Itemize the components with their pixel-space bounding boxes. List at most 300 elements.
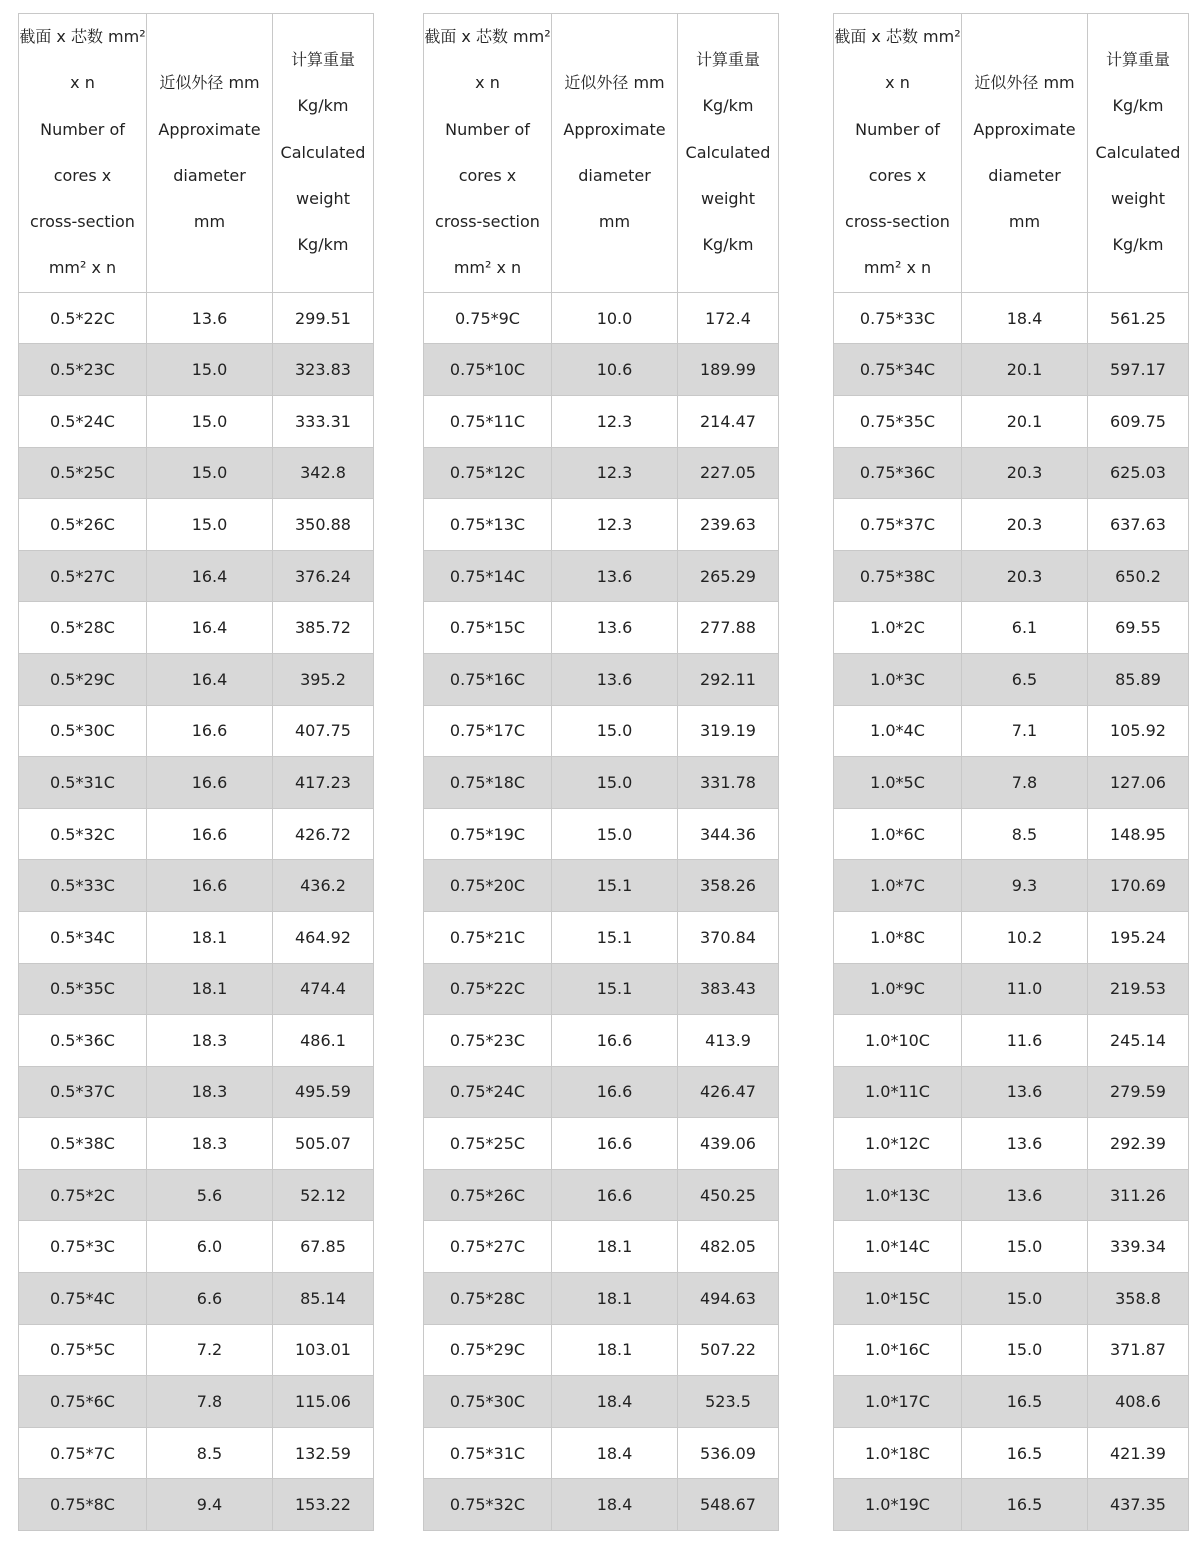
header-line: Approximate	[563, 119, 666, 139]
cell-cross-section: 0.75*33C	[834, 292, 962, 344]
cell-cross-section: 0.75*22C	[424, 963, 552, 1015]
cell-weight: 342.8	[273, 447, 374, 499]
cell-weight: 494.63	[678, 1273, 779, 1325]
table-row	[834, 911, 1189, 963]
table-row	[424, 1479, 779, 1531]
cell-diameter: 18.3	[147, 1066, 273, 1118]
cell-weight: 358.26	[678, 860, 779, 912]
cell-weight: 299.51	[273, 292, 374, 344]
cell-weight: 385.72	[273, 602, 374, 654]
cell-diameter: 13.6	[552, 602, 678, 654]
header-line: Number of	[855, 119, 940, 139]
cell-diameter: 6.0	[147, 1221, 273, 1273]
header-col2	[147, 14, 273, 293]
header-line: x n	[70, 73, 95, 93]
cell-weight: 426.72	[273, 808, 374, 860]
cell-weight: 407.75	[273, 705, 374, 757]
table-row	[424, 1221, 779, 1273]
table-row	[19, 1118, 374, 1170]
table-row	[19, 1015, 374, 1067]
cell-weight: 69.55	[1088, 602, 1189, 654]
cell-diameter: 16.4	[147, 550, 273, 602]
cell-cross-section: 0.75*14C	[424, 550, 552, 602]
cell-weight: 395.2	[273, 653, 374, 705]
header-line: Kg/km	[297, 96, 349, 116]
cell-diameter: 18.4	[552, 1376, 678, 1428]
header-line: diameter	[988, 165, 1061, 185]
table-row	[19, 808, 374, 860]
header-line: Calculated	[280, 142, 366, 162]
cell-diameter: 16.6	[552, 1066, 678, 1118]
cell-cross-section: 0.75*15C	[424, 602, 552, 654]
cell-cross-section: 0.75*6C	[19, 1376, 147, 1428]
table-row	[424, 395, 779, 447]
cell-cross-section: 0.75*27C	[424, 1221, 552, 1273]
cell-cross-section: 0.75*8C	[19, 1479, 147, 1531]
table-row	[834, 1015, 1189, 1067]
header-line: mm	[598, 212, 631, 232]
header-line: cross-section	[30, 212, 135, 232]
cell-cross-section: 1.0*17C	[834, 1376, 962, 1428]
cell-cross-section: 1.0*16C	[834, 1324, 962, 1376]
cell-diameter: 6.5	[962, 653, 1088, 705]
header-line: Number of	[445, 119, 530, 139]
cell-weight: 625.03	[1088, 447, 1189, 499]
table-row	[19, 705, 374, 757]
cell-cross-section: 0.75*23C	[424, 1015, 552, 1067]
table-row	[834, 963, 1189, 1015]
cell-weight: 536.09	[678, 1427, 779, 1479]
cell-diameter: 18.3	[147, 1118, 273, 1170]
header-line: weight	[296, 189, 350, 209]
header-line: Kg/km	[297, 235, 349, 255]
header-row	[424, 14, 779, 293]
cell-weight: 105.92	[1088, 705, 1189, 757]
table-row	[834, 860, 1189, 912]
header-line: Calculated	[1095, 142, 1181, 162]
cell-cross-section: 0.75*28C	[424, 1273, 552, 1325]
cell-cross-section: 0.5*29C	[19, 653, 147, 705]
header-col3	[678, 14, 779, 293]
cell-cross-section: 1.0*19C	[834, 1479, 962, 1531]
cell-diameter: 8.5	[962, 808, 1088, 860]
table-row	[834, 757, 1189, 809]
cell-cross-section: 1.0*13C	[834, 1169, 962, 1221]
cell-cross-section: 0.5*35C	[19, 963, 147, 1015]
header-line: mm² x n	[863, 258, 932, 278]
cell-weight: 482.05	[678, 1221, 779, 1273]
cell-diameter: 13.6	[552, 550, 678, 602]
cell-diameter: 16.6	[552, 1015, 678, 1067]
cell-diameter: 15.0	[552, 705, 678, 757]
cell-cross-section: 0.5*27C	[19, 550, 147, 602]
table-row	[834, 1169, 1189, 1221]
cell-cross-section: 0.75*19C	[424, 808, 552, 860]
cell-weight: 189.99	[678, 344, 779, 396]
cell-diameter: 13.6	[147, 292, 273, 344]
cell-weight: 413.9	[678, 1015, 779, 1067]
table-row	[834, 1273, 1189, 1325]
header-line: weight	[1111, 189, 1165, 209]
cell-weight: 637.63	[1088, 499, 1189, 551]
cell-weight: 597.17	[1088, 344, 1189, 396]
cell-diameter: 16.5	[962, 1479, 1088, 1531]
cell-weight: 239.63	[678, 499, 779, 551]
cell-diameter: 12.3	[552, 447, 678, 499]
table-row	[19, 653, 374, 705]
cell-diameter: 18.3	[147, 1015, 273, 1067]
table-row	[424, 1015, 779, 1067]
header-line: Kg/km	[702, 96, 754, 116]
table-body	[834, 292, 1189, 1530]
cell-weight: 333.31	[273, 395, 374, 447]
cell-cross-section: 0.75*10C	[424, 344, 552, 396]
cell-diameter: 5.6	[147, 1169, 273, 1221]
cell-diameter: 15.0	[147, 344, 273, 396]
table-row	[424, 1324, 779, 1376]
cell-diameter: 13.6	[552, 653, 678, 705]
cell-diameter: 10.2	[962, 911, 1088, 963]
cell-cross-section: 0.75*35C	[834, 395, 962, 447]
table-row	[424, 1118, 779, 1170]
cell-weight: 292.11	[678, 653, 779, 705]
cell-weight: 339.34	[1088, 1221, 1189, 1273]
cell-diameter: 8.5	[147, 1427, 273, 1479]
cell-cross-section: 0.75*9C	[424, 292, 552, 344]
cell-cross-section: 1.0*10C	[834, 1015, 962, 1067]
table-body	[424, 292, 779, 1530]
cell-diameter: 10.6	[552, 344, 678, 396]
header-line: 近似外径 mm	[159, 73, 260, 93]
header-col2	[552, 14, 678, 293]
cell-diameter: 15.0	[552, 757, 678, 809]
cell-cross-section: 0.5*24C	[19, 395, 147, 447]
table-row	[424, 292, 779, 344]
table-row	[19, 395, 374, 447]
cell-weight: 127.06	[1088, 757, 1189, 809]
table-row	[19, 602, 374, 654]
cell-weight: 408.6	[1088, 1376, 1189, 1428]
table-row	[19, 344, 374, 396]
cell-weight: 548.67	[678, 1479, 779, 1531]
cell-diameter: 18.4	[962, 292, 1088, 344]
table-row	[19, 292, 374, 344]
cell-diameter: 15.0	[962, 1273, 1088, 1325]
cell-weight: 265.29	[678, 550, 779, 602]
cell-cross-section: 0.75*18C	[424, 757, 552, 809]
cell-diameter: 16.6	[552, 1169, 678, 1221]
cell-cross-section: 1.0*3C	[834, 653, 962, 705]
header-line: Number of	[40, 119, 125, 139]
cell-diameter: 18.1	[552, 1273, 678, 1325]
header-line: 截面 x 芯数 mm²	[834, 27, 961, 46]
cell-weight: 421.39	[1088, 1427, 1189, 1479]
cell-diameter: 16.4	[147, 653, 273, 705]
cell-cross-section: 1.0*18C	[834, 1427, 962, 1479]
cell-diameter: 16.6	[147, 705, 273, 757]
cell-cross-section: 1.0*9C	[834, 963, 962, 1015]
table-row	[424, 757, 779, 809]
header-line: Approximate	[158, 119, 261, 139]
cell-diameter: 18.1	[552, 1221, 678, 1273]
table-row	[19, 1479, 374, 1531]
cell-cross-section: 0.75*37C	[834, 499, 962, 551]
header-line: weight	[701, 189, 755, 209]
cell-cross-section: 0.5*23C	[19, 344, 147, 396]
cell-diameter: 13.6	[962, 1066, 1088, 1118]
table-row	[19, 860, 374, 912]
cell-weight: 609.75	[1088, 395, 1189, 447]
header-line: mm² x n	[453, 258, 522, 278]
cell-weight: 450.25	[678, 1169, 779, 1221]
cell-weight: 505.07	[273, 1118, 374, 1170]
cell-diameter: 15.0	[552, 808, 678, 860]
table-row	[19, 911, 374, 963]
cell-weight: 426.47	[678, 1066, 779, 1118]
table-row	[19, 963, 374, 1015]
table-row	[834, 395, 1189, 447]
table-row	[834, 447, 1189, 499]
cell-weight: 292.39	[1088, 1118, 1189, 1170]
cell-cross-section: 0.75*26C	[424, 1169, 552, 1221]
cell-weight: 323.83	[273, 344, 374, 396]
cell-weight: 153.22	[273, 1479, 374, 1531]
cell-cross-section: 0.75*21C	[424, 911, 552, 963]
table-row	[424, 1169, 779, 1221]
cell-diameter: 18.1	[147, 911, 273, 963]
cell-cross-section: 0.5*32C	[19, 808, 147, 860]
cell-diameter: 16.4	[147, 602, 273, 654]
table-row	[834, 653, 1189, 705]
table-row	[834, 1324, 1189, 1376]
cell-weight: 376.24	[273, 550, 374, 602]
cell-cross-section: 0.75*34C	[834, 344, 962, 396]
cell-weight: 358.8	[1088, 1273, 1189, 1325]
cell-cross-section: 0.5*30C	[19, 705, 147, 757]
header-line: diameter	[173, 165, 246, 185]
cell-cross-section: 1.0*6C	[834, 808, 962, 860]
header-row	[834, 14, 1189, 293]
cell-cross-section: 0.75*30C	[424, 1376, 552, 1428]
cell-cross-section: 0.75*20C	[424, 860, 552, 912]
cell-diameter: 15.1	[552, 860, 678, 912]
cell-diameter: 13.6	[962, 1118, 1088, 1170]
cell-cross-section: 0.75*5C	[19, 1324, 147, 1376]
cell-weight: 650.2	[1088, 550, 1189, 602]
cell-diameter: 7.2	[147, 1324, 273, 1376]
cell-cross-section: 0.75*11C	[424, 395, 552, 447]
spec-table-2	[423, 13, 779, 1531]
cell-weight: 214.47	[678, 395, 779, 447]
cell-weight: 311.26	[1088, 1169, 1189, 1221]
cell-cross-section: 0.75*25C	[424, 1118, 552, 1170]
spec-table-1	[18, 13, 374, 1531]
table-row	[19, 757, 374, 809]
table-row	[424, 808, 779, 860]
cell-cross-section: 0.75*13C	[424, 499, 552, 551]
cell-weight: 245.14	[1088, 1015, 1189, 1067]
cell-cross-section: 1.0*8C	[834, 911, 962, 963]
header-line: cores x	[458, 165, 517, 185]
cell-diameter: 13.6	[962, 1169, 1088, 1221]
cell-diameter: 12.3	[552, 395, 678, 447]
table-row	[834, 550, 1189, 602]
cell-diameter: 20.3	[962, 499, 1088, 551]
cell-weight: 279.59	[1088, 1066, 1189, 1118]
cell-diameter: 18.4	[552, 1427, 678, 1479]
header-line: Kg/km	[1112, 96, 1164, 116]
cell-cross-section: 0.5*33C	[19, 860, 147, 912]
header-line: 计算重量	[695, 50, 760, 70]
cell-diameter: 15.1	[552, 963, 678, 1015]
cell-cross-section: 0.75*12C	[424, 447, 552, 499]
cell-weight: 383.43	[678, 963, 779, 1015]
header-line: 计算重量	[1105, 50, 1170, 70]
cell-cross-section: 0.5*36C	[19, 1015, 147, 1067]
cell-diameter: 16.6	[147, 757, 273, 809]
table-row	[424, 447, 779, 499]
cell-diameter: 18.1	[147, 963, 273, 1015]
table-row	[19, 1427, 374, 1479]
header-row	[19, 14, 374, 293]
table-row	[834, 292, 1189, 344]
header-line: 截面 x 芯数 mm²	[424, 27, 551, 46]
cell-weight: 277.88	[678, 602, 779, 654]
table-row	[834, 344, 1189, 396]
cell-diameter: 6.1	[962, 602, 1088, 654]
cell-cross-section: 0.5*26C	[19, 499, 147, 551]
header-line: Calculated	[685, 142, 771, 162]
table-row	[19, 550, 374, 602]
cell-cross-section: 0.5*34C	[19, 911, 147, 963]
table-row	[19, 1221, 374, 1273]
table-row	[424, 860, 779, 912]
cell-weight: 148.95	[1088, 808, 1189, 860]
cell-cross-section: 0.75*36C	[834, 447, 962, 499]
header-line: diameter	[578, 165, 651, 185]
table-row	[834, 1479, 1189, 1531]
cell-weight: 350.88	[273, 499, 374, 551]
cell-weight: 464.92	[273, 911, 374, 963]
cell-weight: 227.05	[678, 447, 779, 499]
cell-weight: 52.12	[273, 1169, 374, 1221]
header-line: mm	[193, 212, 226, 232]
table-row	[834, 499, 1189, 551]
cell-cross-section: 0.5*25C	[19, 447, 147, 499]
cell-weight: 331.78	[678, 757, 779, 809]
header-line: 近似外径 mm	[974, 73, 1075, 93]
cell-cross-section: 1.0*14C	[834, 1221, 962, 1273]
cell-cross-section: 0.75*24C	[424, 1066, 552, 1118]
cell-cross-section: 0.75*31C	[424, 1427, 552, 1479]
cell-weight: 85.89	[1088, 653, 1189, 705]
header-col1	[19, 14, 147, 293]
table-row	[424, 653, 779, 705]
cell-diameter: 18.1	[552, 1324, 678, 1376]
table-row	[19, 447, 374, 499]
cell-diameter: 15.0	[147, 499, 273, 551]
table-row	[834, 1066, 1189, 1118]
table-row	[834, 808, 1189, 860]
table-row	[424, 963, 779, 1015]
cell-weight: 439.06	[678, 1118, 779, 1170]
cell-diameter: 15.0	[147, 447, 273, 499]
table-row	[424, 1376, 779, 1428]
cell-weight: 344.36	[678, 808, 779, 860]
cell-cross-section: 1.0*4C	[834, 705, 962, 757]
cell-weight: 103.01	[273, 1324, 374, 1376]
cell-diameter: 9.4	[147, 1479, 273, 1531]
cell-weight: 474.4	[273, 963, 374, 1015]
table-row	[424, 344, 779, 396]
cell-weight: 319.19	[678, 705, 779, 757]
cell-cross-section: 1.0*11C	[834, 1066, 962, 1118]
cell-diameter: 20.1	[962, 344, 1088, 396]
header-col2	[962, 14, 1088, 293]
cell-diameter: 16.5	[962, 1376, 1088, 1428]
cell-diameter: 16.6	[552, 1118, 678, 1170]
cell-weight: 486.1	[273, 1015, 374, 1067]
cell-diameter: 16.6	[147, 808, 273, 860]
table-row	[19, 1169, 374, 1221]
cell-weight: 523.5	[678, 1376, 779, 1428]
table-row	[424, 550, 779, 602]
header-line: Kg/km	[702, 235, 754, 255]
cell-diameter: 15.0	[962, 1221, 1088, 1273]
header-line: cross-section	[435, 212, 540, 232]
cell-weight: 132.59	[273, 1427, 374, 1479]
cell-weight: 436.2	[273, 860, 374, 912]
cell-diameter: 9.3	[962, 860, 1088, 912]
cell-diameter: 15.1	[552, 911, 678, 963]
table-row	[834, 602, 1189, 654]
cell-weight: 195.24	[1088, 911, 1189, 963]
header-line: cross-section	[845, 212, 950, 232]
cell-diameter: 20.3	[962, 550, 1088, 602]
cell-diameter: 7.8	[962, 757, 1088, 809]
table-row	[834, 1118, 1189, 1170]
cell-weight: 67.85	[273, 1221, 374, 1273]
header-line: 计算重量	[290, 50, 355, 70]
spec-table-3	[833, 13, 1189, 1531]
cell-cross-section: 1.0*7C	[834, 860, 962, 912]
table-row	[19, 1273, 374, 1325]
cell-diameter: 15.0	[147, 395, 273, 447]
table-row	[424, 1427, 779, 1479]
table-row	[424, 911, 779, 963]
cell-cross-section: 0.75*3C	[19, 1221, 147, 1273]
cell-weight: 219.53	[1088, 963, 1189, 1015]
cell-cross-section: 1.0*12C	[834, 1118, 962, 1170]
table-row	[834, 1221, 1189, 1273]
header-line: x n	[475, 73, 500, 93]
cell-diameter: 6.6	[147, 1273, 273, 1325]
cell-diameter: 20.1	[962, 395, 1088, 447]
table-row	[834, 1427, 1189, 1479]
cell-cross-section: 1.0*2C	[834, 602, 962, 654]
cell-diameter: 15.0	[962, 1324, 1088, 1376]
cell-cross-section: 0.75*2C	[19, 1169, 147, 1221]
table-row	[19, 1066, 374, 1118]
cell-weight: 170.69	[1088, 860, 1189, 912]
cell-cross-section: 1.0*15C	[834, 1273, 962, 1325]
cell-weight: 371.87	[1088, 1324, 1189, 1376]
table-row	[834, 1376, 1189, 1428]
cell-diameter: 7.1	[962, 705, 1088, 757]
cell-weight: 437.35	[1088, 1479, 1189, 1531]
cell-weight: 507.22	[678, 1324, 779, 1376]
table-body	[19, 292, 374, 1530]
